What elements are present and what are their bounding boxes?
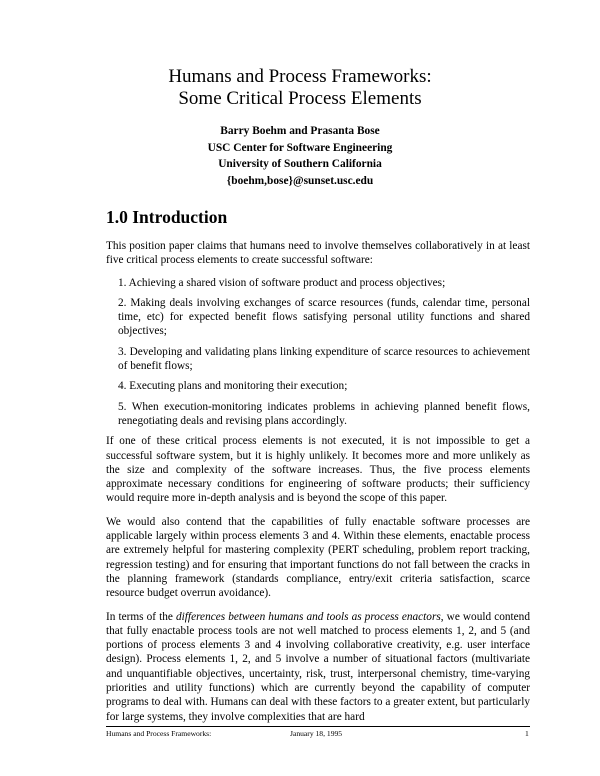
author-names: Barry Boehm and Prasanta Bose <box>220 125 380 137</box>
paragraph-4-start: In terms of the <box>106 610 176 623</box>
author-block <box>0 123 600 189</box>
title-line-2: Some Critical Process Elements <box>178 88 422 109</box>
list-item-5: 5. When execution-monitoring indicates problems in achieving planned benefit flows, renegotiating deals and revising plans accordingly. <box>118 400 530 427</box>
list-item-4: 4. Executing plans and monitoring their execution; <box>118 380 348 393</box>
paragraph-2: If one of these critical process elements is not executed, it is not impossible to get a successful software system, but it is highly unlikely. It becomes more and more unlikely as the size and complexity of the software increases. Thus, the five process elements approximate necessary conditions for engineering of software products; their sufficiency would require more in-depth analysis and is beyond the scope of this paper. <box>106 435 530 505</box>
footer-running-title: Humans and Process Frameworks: <box>106 729 212 738</box>
paragraph-intro: This position paper claims that humans need to involve themselves collaboratively in at least five critical process elements to create successful software: <box>106 240 530 267</box>
paragraph-4-rest: , we would contend that fully enactable process tools are not well matched to process elements 1, 2, and 5 (and portions of process elements 3 and 4 involving collaborative creativity, e.g. user interface design). Process elements 1, 2, and 5 involve a number of situational factors (multivariate and unquantifiable objectives, uncertainty, risk, trust, interpersonal chemistry, time-varying priorities and utility functions) which are currently beyond the capability of computer programs to deal with. Humans can deal with these factors to a greater extent, but particularly for large systems, they involve complexities that are hard <box>106 610 530 723</box>
footer-rule <box>106 726 530 727</box>
list-item-2: 2. Making deals involving exchanges of scarce resources (funds, calendar time, personal time, etc) for expected benefit flows satisfying personal utility functions and shared objectives; <box>118 296 530 338</box>
author-university: University of Southern California <box>218 158 382 170</box>
paragraph-3: We would also contend that the capabilities of fully enactable software processes are applicable largely within process elements 3 and 4. Within these elements, enactable process are extremely helpful for mastering complexity (PERT scheduling, problem report tracking, regression testing) and for ensuring that important functions do not fall between the cracks in the planning framework (standards compliance, entry/exit criteria satisfaction, scarce resource budget overrun avoidance). <box>106 515 530 600</box>
paragraph-4 <box>106 610 530 724</box>
author-affiliation: USC Center for Software Engineering <box>207 141 393 154</box>
footer-page-number: 1 <box>525 729 529 738</box>
body-text <box>106 239 530 732</box>
section-heading: 1.0 Introduction <box>106 207 228 227</box>
footer-date: January 18, 1995 <box>290 729 343 738</box>
list-item-1: 1. Achieving a shared vision of software product and process objectives; <box>118 276 446 289</box>
author-email: {boehm,bose}@sunset.usc.edu <box>226 174 374 187</box>
list-item-3: 3. Developing and validating plans linking expenditure of scarce resources to achievement of benefit flows; <box>118 345 530 373</box>
paper-title <box>0 66 600 110</box>
paragraph-4-emphasis: differences between humans and tools as process enactors <box>176 610 441 623</box>
title-line-1: Humans and Process Frameworks: <box>168 66 432 87</box>
